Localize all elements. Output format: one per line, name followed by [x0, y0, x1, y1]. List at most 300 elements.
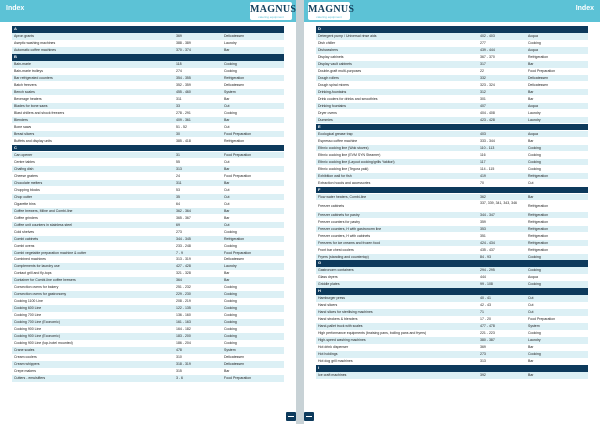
page-range: 3 - 6 [176, 376, 184, 381]
category: Cooking [224, 306, 237, 311]
page-range: 33 [176, 103, 180, 108]
page-range: 117 [480, 159, 486, 164]
section-rows [316, 372, 588, 379]
product-name: Combi vegetable preparation machine & cutter [14, 250, 87, 255]
page-range: 273 [480, 352, 486, 357]
index-row [316, 274, 588, 281]
index-row [12, 61, 284, 68]
index-row [316, 240, 588, 247]
product-name: Fryers (standing and countertop) [318, 254, 369, 259]
category: Bar [528, 359, 534, 364]
index-row [316, 33, 588, 40]
page-range: 17 - 20 [480, 317, 491, 322]
page-range: 136 - 160 [176, 313, 191, 318]
product-name: Hamburger press [318, 296, 346, 301]
page-range: 359 [480, 219, 486, 224]
product-name: Gastronorm containers [318, 268, 354, 273]
index-row [316, 309, 588, 316]
index-row [12, 96, 284, 103]
category: Cooking [528, 331, 541, 336]
brand-logo [308, 2, 355, 20]
category: Cut [224, 103, 230, 108]
index-row [12, 194, 284, 201]
product-name: Blast chillers and shock freezers [14, 110, 65, 115]
product-name: Combined machines [14, 257, 46, 262]
product-name: Dishwashers [318, 47, 339, 52]
index-row [316, 103, 588, 110]
page-header [304, 0, 600, 22]
product-name: Convection ovens for gastronomy [14, 292, 67, 297]
category: Bar [224, 369, 230, 374]
product-name: Cooking 700 Line [14, 313, 42, 318]
category: Cooking [528, 352, 541, 357]
product-name: Bread slicers [14, 131, 35, 136]
section-header: I [316, 365, 588, 372]
category: Laundry [528, 117, 541, 122]
product-name: Cooking 900 Line (Economic) [14, 334, 60, 339]
index-row [316, 54, 588, 61]
category: Refrigeration [224, 236, 245, 241]
index-row [316, 40, 588, 47]
page-range: 71 [480, 310, 484, 315]
category: Bar [528, 138, 534, 143]
right-page [304, 0, 600, 424]
product-name: Complements for laundry use [14, 264, 60, 269]
section-header: D [316, 26, 588, 33]
index-row [316, 212, 588, 219]
page-range: 31 [176, 152, 180, 157]
product-name: Centre tables [14, 159, 35, 164]
page-range: 161 - 163 [176, 320, 191, 325]
product-name: Cream coolers [14, 355, 37, 360]
index-row [316, 219, 588, 226]
page-range: 392 [480, 373, 486, 378]
index-row [12, 277, 284, 284]
product-name: Detergent pump / Universal rinse aids [318, 33, 377, 38]
category: Cooking [224, 285, 237, 290]
product-name: Ethnic cooking line (Layout cooking/grills Yakitori) [318, 159, 395, 164]
product-name: Apron grants [14, 33, 35, 38]
page-range: 404 - 408 [480, 110, 495, 115]
product-name: Bone saws [14, 124, 32, 129]
category: Cooking [224, 320, 237, 325]
page-range: 251 - 232 [176, 285, 191, 290]
index-row [316, 82, 588, 89]
page-range: 385 - 418 [176, 138, 191, 143]
index-row [12, 159, 284, 166]
page-range: 277 [480, 40, 486, 45]
page-range: 312 [480, 89, 486, 94]
index-table [12, 26, 284, 382]
index-row [12, 368, 284, 375]
product-name: Freezer cabinets for pastry [318, 212, 360, 217]
page-range: 30 [176, 131, 180, 136]
brand-logo [250, 2, 296, 20]
product-name: Coffee brewers, Milne and Combi-line [14, 208, 73, 213]
product-name: Extraction hoods and accessories [318, 180, 371, 185]
index-row [316, 194, 588, 201]
index-row [316, 152, 588, 159]
page-range: 70 [480, 180, 484, 185]
index-row [316, 173, 588, 180]
index-row [316, 323, 588, 330]
product-name: Double-graft multi-purposes [318, 68, 362, 73]
page-range: 353 [480, 226, 486, 231]
product-name: Cigarette bins [14, 201, 36, 206]
product-name: Espresso coffee machine [318, 138, 358, 143]
index-row [12, 284, 284, 291]
product-name: Hot dog grill machines [318, 359, 353, 364]
index-row [316, 316, 588, 323]
page-range: 294 - 295 [480, 268, 495, 273]
index-row [316, 131, 588, 138]
category: System [224, 89, 236, 94]
product-name: Blades for bone saws [14, 103, 48, 108]
index-row [12, 201, 284, 208]
product-name: Cold shelves [14, 229, 35, 234]
category: Bar [224, 180, 230, 185]
index-row [316, 75, 588, 82]
category: Bar [528, 89, 534, 94]
index-row [316, 180, 588, 187]
index-row [12, 40, 284, 47]
section-header: F [316, 187, 588, 194]
index-row [316, 302, 588, 309]
product-name: Dryer ovens [318, 110, 337, 115]
product-name: Display cabinets [318, 54, 344, 59]
category: Cooking [224, 110, 237, 115]
category: Food Preparation [224, 131, 252, 136]
category: Refrigeration [528, 226, 549, 231]
category: Cooking [224, 327, 237, 332]
page-range: 352 - 359 [176, 82, 191, 87]
logo-text: MAGNUS [250, 4, 296, 15]
index-row [12, 250, 284, 257]
page-range: 274 [176, 68, 182, 73]
index-row [316, 89, 588, 96]
product-name: Cooking 900 Line [14, 327, 42, 332]
category: Laundry [224, 264, 237, 269]
index-row [12, 68, 284, 75]
product-name: Beverage heaters [14, 96, 42, 101]
product-name: Ethnic cooking line (EVM SYN Steamer) [318, 152, 381, 157]
section-header: A [12, 26, 284, 33]
page-range: 351 [480, 233, 486, 238]
category: Food Preparation [224, 376, 252, 381]
product-name: Bain-marie [14, 61, 31, 66]
category: Refrigeration [528, 173, 549, 178]
index-table [316, 26, 588, 379]
page-range: 365 - 367 [176, 215, 191, 220]
category: Cut [224, 124, 230, 129]
index-row [12, 347, 284, 354]
product-name: Combi cabinets [14, 236, 39, 241]
category: System [224, 348, 236, 353]
page-range: 444 [480, 275, 486, 280]
page-range: 64 [176, 201, 180, 206]
page-number-tab [304, 412, 314, 421]
index-row [12, 124, 284, 131]
product-name: Freezer cabinets [318, 203, 345, 208]
section-header: G [316, 260, 588, 267]
page-range: 321 - 328 [176, 271, 191, 276]
category: Cooking [528, 40, 541, 45]
category: Bar [224, 96, 230, 101]
index-row [12, 117, 284, 124]
page-range: 367 - 370 [480, 54, 495, 59]
product-name: Drinking-fountains [318, 89, 347, 94]
logo-tagline: catering equipment [316, 15, 342, 19]
page-range: 439 - 444 [480, 47, 495, 52]
category: Food Preparation [528, 317, 556, 322]
page-range: 110 - 113 [480, 145, 495, 150]
index-row [12, 312, 284, 319]
page-range: 455 - 460 [176, 89, 191, 94]
index-row [316, 351, 588, 358]
page-range: 311 [176, 96, 182, 101]
index-row [12, 103, 284, 110]
index-row [12, 319, 284, 326]
index-row [12, 180, 284, 187]
category: Cooking [528, 152, 541, 157]
page-range: 51 - 52 [176, 124, 187, 129]
page-range: 369 [480, 345, 486, 350]
page-range: 354 - 355 [176, 75, 191, 80]
book-spine [296, 0, 304, 424]
product-name: Drink coolers for drinks and smoothies [318, 96, 378, 101]
index-row [316, 295, 588, 302]
left-page [0, 0, 296, 424]
page-range: 362 - 364 [176, 208, 191, 213]
page-range: 55 [176, 159, 180, 164]
product-name: Glass dryers [318, 275, 338, 280]
index-row [12, 298, 284, 305]
page-range: 40 - 41 [480, 296, 491, 301]
product-name: Cutters - emulsifiers [14, 376, 46, 381]
index-row [12, 173, 284, 180]
category: Food Preparation [224, 250, 252, 255]
page-range: 208 - 219 [176, 299, 191, 304]
page-range: 477 - 478 [480, 324, 495, 329]
index-row [316, 233, 588, 240]
index-row [12, 375, 284, 382]
index-row [12, 222, 284, 229]
page-range: 313 - 319 [176, 257, 191, 262]
product-name: Coffee unit counters in stainless steel [14, 222, 72, 227]
category: Bar [224, 278, 230, 283]
category: Refrigeration [224, 75, 245, 80]
index-row [12, 166, 284, 173]
page-range: 427 - 428 [176, 264, 191, 269]
index-row [316, 166, 588, 173]
product-name: Combi ovens [14, 243, 35, 248]
page-range: 278 - 291 [176, 110, 191, 115]
product-name: Hand-pallet truck with scales [318, 324, 363, 329]
product-name: Cooking 600 Line [14, 306, 42, 311]
product-name: Bench scales [14, 89, 35, 94]
page-range: 301 [480, 96, 486, 101]
product-name: Chop cutter [14, 194, 33, 199]
page-range: 315 [176, 369, 182, 374]
product-name: Dish chiller [318, 40, 336, 45]
page-range: 317 [480, 61, 486, 66]
page-range: 435 - 437 [480, 247, 495, 252]
category: Cut [528, 310, 534, 315]
category: Bar [224, 271, 230, 276]
index-row [316, 61, 588, 68]
page-range: 183 - 200 [176, 334, 191, 339]
category: Cooking [528, 282, 541, 287]
category: Refrigeration [528, 212, 549, 217]
category: Delicatessen [528, 75, 549, 80]
section-rows [12, 152, 284, 382]
page-range: 402 - 403 [480, 33, 495, 38]
page-range: 53 [176, 187, 180, 192]
product-name: Cooking 900 Line (top-hotel mounted) [14, 341, 73, 346]
category: Acqua [528, 103, 538, 108]
page-range: 409 - 361 [176, 117, 191, 122]
product-name: Drinking fountains [318, 103, 347, 108]
category: Cut [224, 201, 230, 206]
section-header: H [316, 288, 588, 295]
index-row [316, 344, 588, 351]
logo-tagline: catering equipment [258, 15, 284, 19]
product-name: Dough rollers [318, 75, 339, 80]
page-range: 116 [480, 152, 486, 157]
category: Bar [224, 208, 230, 213]
category: Acqua [528, 275, 538, 280]
index-row [316, 254, 588, 261]
category: Cooking [224, 68, 237, 73]
index-row [12, 152, 284, 159]
product-name: Hot drink dispenser [318, 345, 349, 350]
category: Bar [224, 117, 230, 122]
page-range: 332 [480, 75, 486, 80]
index-row [12, 291, 284, 298]
page-range: 229 - 230 [176, 292, 191, 297]
product-name: Automatic coffee machines [14, 47, 56, 52]
category: Delicatessen [224, 82, 245, 87]
page-header [0, 0, 296, 22]
category: Acqua [528, 47, 538, 52]
section-rows [316, 33, 588, 123]
index-row [12, 82, 284, 89]
category: Cooking [528, 159, 541, 164]
category: System [528, 324, 540, 329]
index-row [12, 229, 284, 236]
product-name: Blenders [14, 117, 28, 122]
page-range: 313 [176, 166, 182, 171]
page-range: 362 [480, 194, 486, 199]
page-range: 337, 339, 341, 343, 346 [480, 200, 517, 205]
category: Cooking [528, 254, 541, 259]
index-row [12, 75, 284, 82]
index-row [316, 110, 588, 117]
category: Cooking [224, 313, 237, 318]
category: Cut [224, 187, 230, 192]
index-row [316, 337, 588, 344]
product-name: Coffee grinders [14, 215, 38, 220]
page-range: 221 - 223 [480, 331, 495, 336]
product-name: Hand strokers & blenders [318, 317, 358, 322]
category: Cooking [224, 61, 237, 66]
category: Delicatessen [224, 33, 245, 38]
section-rows [316, 267, 588, 288]
category: Cooking [224, 341, 237, 346]
category: Acqua [528, 131, 538, 136]
page-range: 164 - 182 [176, 327, 191, 332]
page-range: 424 - 434 [480, 240, 495, 245]
page-range: 364 [176, 278, 182, 283]
page-range: 114 - 115 [480, 166, 495, 171]
index-row [316, 330, 588, 337]
product-name: Cheese graters [14, 173, 38, 178]
product-name: Crane scales [14, 348, 35, 353]
index-row [12, 305, 284, 312]
page-range: 7 - 9 [176, 250, 184, 255]
index-row [316, 145, 588, 152]
product-name: Cooking 1100 Line [14, 299, 43, 304]
page-range: 24 [176, 173, 180, 178]
category: Refrigeration [528, 233, 549, 238]
product-name: Batch freezers [14, 82, 37, 87]
product-name: Hot holdings [318, 352, 338, 357]
product-name: Chafing dish [14, 166, 34, 171]
product-name: Buffets and display units [14, 138, 52, 143]
page-range: 344 - 347 [480, 212, 495, 217]
category: Refrigeration [528, 54, 549, 59]
index-row [12, 361, 284, 368]
product-name: Crepe makers [14, 369, 36, 374]
page-range: 233 - 248 [176, 243, 191, 248]
page-range: 388 - 389 [176, 40, 191, 45]
category: Laundry [528, 338, 541, 343]
product-name: Chopping blocks [14, 187, 40, 192]
product-name: Ethnic cooking line (Wok stoves) [318, 145, 369, 150]
category: Cooking [528, 145, 541, 150]
category: Bar [224, 166, 230, 171]
category: Bar [224, 215, 230, 220]
index-row [12, 340, 284, 347]
category: Refrigeration [224, 138, 245, 143]
page-range: 419 [480, 173, 486, 178]
category: Refrigeration [528, 203, 549, 208]
product-name: Freezer counters, H with cabinets [318, 233, 371, 238]
product-name: Can opener [14, 152, 33, 157]
page-range: 318 - 319 [176, 362, 191, 367]
index-row [316, 226, 588, 233]
index-row [12, 354, 284, 361]
product-name: Freezer counters, H with gastronorm line [318, 226, 382, 231]
category: Cooking [528, 268, 541, 273]
category: Delicatessen [224, 355, 245, 360]
index-row [316, 68, 588, 75]
category: Bar [528, 61, 534, 66]
product-name: Cooking 700 Line (Economic) [14, 320, 60, 325]
section-header: B [12, 54, 284, 61]
index-row [12, 333, 284, 340]
index-row [12, 47, 284, 54]
page-range: 35 [176, 194, 180, 199]
index-row [316, 372, 588, 379]
page-range: 369 [176, 33, 182, 38]
page-range: 186 - 204 [176, 341, 191, 346]
category: Bar [528, 373, 534, 378]
page-range: 69 [176, 222, 180, 227]
index-row [316, 281, 588, 288]
product-name: Dummies [318, 117, 333, 122]
index-row [316, 267, 588, 274]
